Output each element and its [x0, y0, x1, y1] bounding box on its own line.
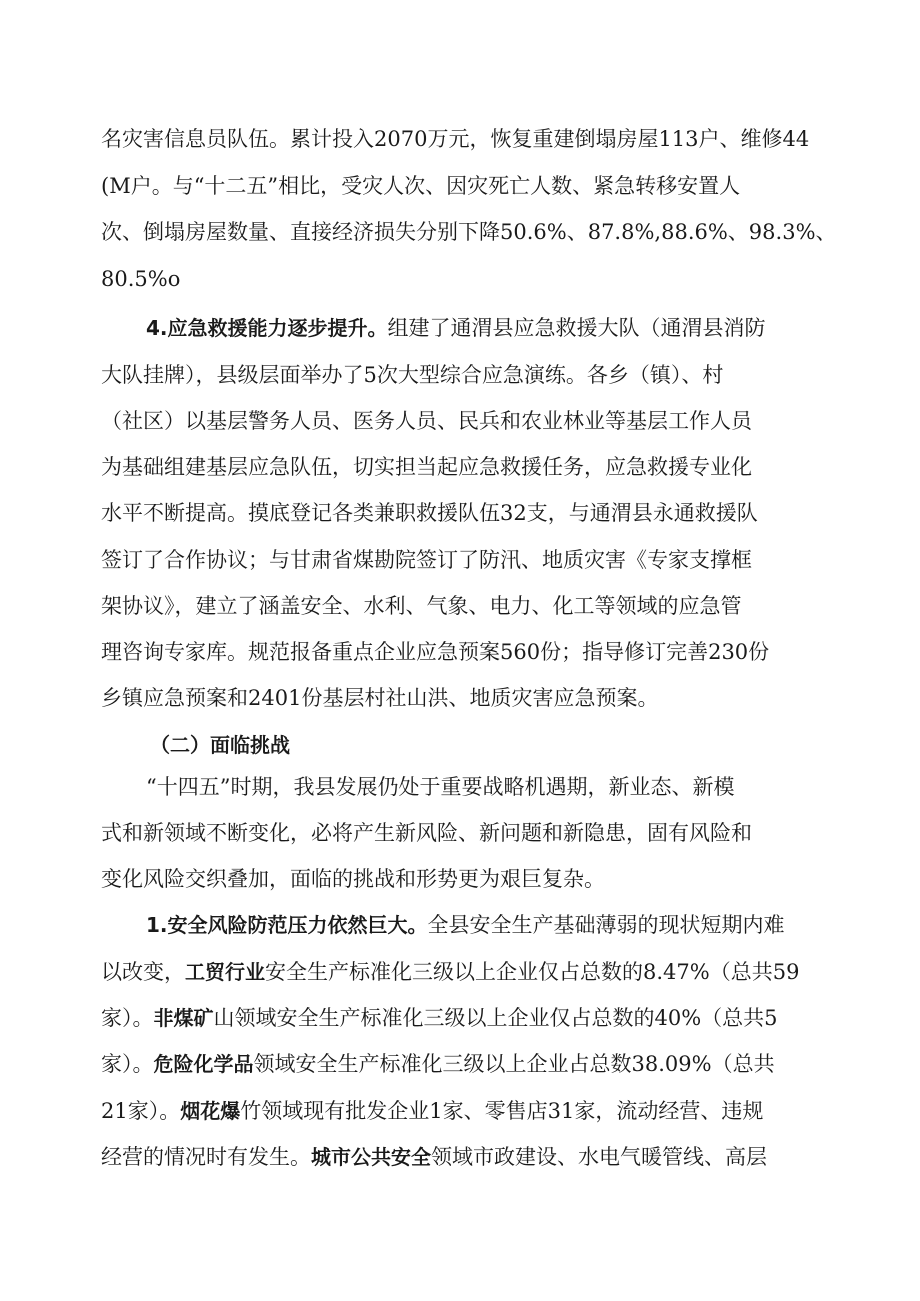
paragraph-lead: 1.安全风险防范压力依然巨大。: [146, 913, 428, 937]
text-line: [101, 1003, 778, 1033]
highlighted-term: 工贸行业: [185, 960, 265, 984]
text-line: [146, 910, 785, 940]
text-line: [101, 1096, 763, 1126]
text-line: [101, 957, 799, 987]
text-segment: 乡镇应急预案和2401份基层村社山洪、地质灾害应急预案。: [101, 686, 659, 710]
text-segment: 大队挂牌），县级层面举办了5次大型综合应急演练。各乡（镇）、村: [101, 363, 724, 387]
text-line: [101, 591, 742, 621]
text-line: [101, 683, 658, 713]
text-line: [101, 171, 740, 201]
text-line: [101, 864, 605, 894]
text-segment: 山领域安全生产标准化三级以上企业仅占总数的40%（总共5: [213, 1006, 778, 1030]
text-segment: 签订了合作协议；与甘肃省煤勘院签订了防汛、地质灾害《专家支撑框: [101, 548, 752, 572]
text-segment: 领域市政建设、水电气暖管线、高层: [431, 1145, 767, 1169]
text-line: [146, 313, 766, 343]
text-segment: 竹领域现有批发企业1家、零售店31家，流动经营、违规: [240, 1099, 764, 1123]
text-line: [101, 637, 769, 667]
text-segment: 次、倒塌房屋数量、直接经济损失分别下降50.6%、87.8%,88.6%、98.3%、: [101, 220, 837, 244]
text-line: [101, 406, 752, 436]
text-segment: 家）。: [101, 1006, 154, 1030]
text-segment: 组建了通渭县应急救援大队（通渭县消防: [387, 316, 766, 340]
text-line: [101, 818, 752, 848]
text-segment: “十四五”时期，我县发展仍处于重要战略机遇期，新业态、新模: [146, 775, 735, 799]
text-segment: (M户。与“十二五”相比，受灾人次、因灾死亡人数、紧急转移安置人: [101, 174, 741, 198]
text-segment: 80.5%o: [101, 267, 181, 291]
text-segment: 架协议》，建立了涵盖安全、水利、气象、电力、化工等领域的应急管: [101, 594, 742, 618]
highlighted-term: 城市公共安全: [311, 1145, 431, 1169]
text-line: [101, 1049, 775, 1079]
section-heading-text: （二）面临挑战: [150, 733, 290, 757]
text-segment: 21家）。: [101, 1099, 181, 1123]
text-segment: 领域安全生产标准化三级以上企业占总数38.09%（总共: [253, 1052, 775, 1076]
text-segment: 水平不断提高。摸底登记各类兼职救援队伍32支，与通渭县永通救援队: [101, 501, 758, 525]
text-segment: 式和新领域不断变化，必将产生新风险、新问题和新隐患，固有风险和: [101, 821, 752, 845]
text-segment: 以改变，: [101, 960, 185, 984]
text-line: [101, 498, 758, 528]
text-segment: 全县安全生产基础薄弱的现状短期内难: [427, 913, 785, 937]
section-heading: [150, 730, 290, 760]
text-segment: 理咨询专家库。规范报备重点企业应急预案560份；指导修订完善230份: [101, 640, 770, 664]
text-segment: 家）。: [101, 1052, 154, 1076]
text-line: [101, 264, 180, 294]
text-segment: 经营的情况时有发生。: [101, 1145, 311, 1169]
text-line: [146, 772, 734, 802]
text-segment: 为基础组建基层应急队伍，切实担当起应急救援任务，应急救援专业化: [101, 455, 752, 479]
text-line: [101, 1142, 767, 1172]
text-line: [101, 360, 723, 390]
highlighted-term: 烟花爆: [180, 1099, 241, 1123]
text-segment: 变化风险交织叠加，面临的挑战和形势更为艰巨复杂。: [101, 867, 605, 891]
text-line: [101, 545, 752, 575]
paragraph-lead: 4.应急救援能力逐步提升。: [146, 316, 388, 340]
text-line: [101, 217, 837, 247]
text-line: [101, 452, 752, 482]
text-line: [101, 124, 809, 154]
text-segment: 安全生产标准化三级以上企业仅占总数的8.47%（总共59: [265, 960, 800, 984]
highlighted-term: 非煤矿: [153, 1006, 214, 1030]
highlighted-term: 危险化学品: [153, 1052, 254, 1076]
text-segment: （社区）以基层警务人员、医务人员、民兵和农业林业等基层工作人员: [101, 409, 752, 433]
text-segment: 名灾害信息员队伍。累计投入2070万元，恢复重建倒塌房屋113户、维修44: [101, 127, 810, 151]
